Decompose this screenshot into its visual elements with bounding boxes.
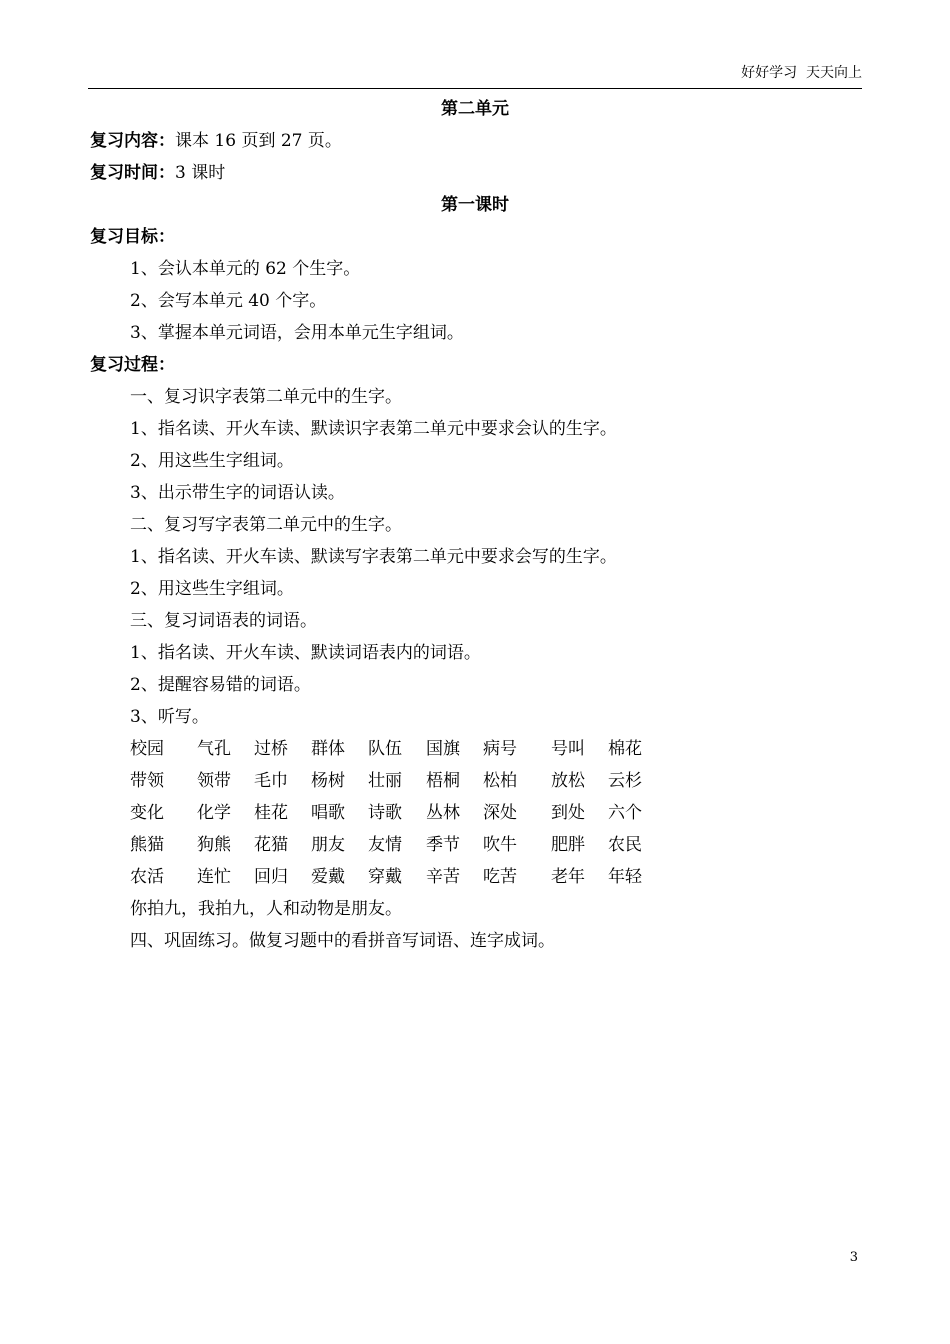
dictation-word: 毛巾: [254, 771, 288, 791]
dictation-word: 号叫: [551, 739, 585, 759]
dictation-word: 病号: [483, 739, 517, 759]
process-line: 三、复习词语表的词语。: [130, 611, 317, 631]
dictation-word: 唱歌: [311, 803, 345, 823]
goal-item: 2、会写本单元 40 个字。: [130, 291, 327, 311]
process-line: 1、指名读、开火车读、默读写字表第二单元中要求会写的生字。: [130, 547, 617, 567]
dictation-word: 爱戴: [311, 867, 345, 887]
review-time-label: 复习时间：: [90, 163, 175, 183]
dictation-word: 狗熊: [197, 835, 231, 855]
dictation-word: 放松: [551, 771, 585, 791]
dictation-word: 到处: [551, 803, 585, 823]
dictation-word: 化学: [197, 803, 231, 823]
process-line: 二、复习写字表第二单元中的生字。: [130, 515, 402, 535]
process-line: 3、听写。: [130, 707, 209, 727]
process-line: 1、指名读、开火车读、默读词语表内的词语。: [130, 643, 481, 663]
dictation-word: 队伍: [368, 739, 402, 759]
review-time: [90, 162, 225, 184]
process-line: 2、用这些生字组词。: [130, 451, 294, 471]
dictation-word: 辛苦: [426, 867, 460, 887]
goals-heading: 复习目标：: [90, 227, 175, 247]
clapping-rhyme: 你拍九，我拍九，人和动物是朋友。: [130, 899, 402, 919]
dictation-word: 吹牛: [483, 835, 517, 855]
page-header: 好好学习 天天向上: [741, 65, 862, 81]
goal-item: 3、掌握本单元词语，会用本单元生字组词。: [130, 323, 464, 343]
process-line: 四、巩固练习。做复习题中的看拼音写词语、连字成词。: [130, 931, 555, 951]
dictation-word: 变化: [130, 803, 164, 823]
dictation-word: 国旗: [426, 739, 460, 759]
dictation-word: 杨树: [311, 771, 345, 791]
dictation-word: 季节: [426, 835, 460, 855]
dictation-word: 带领: [130, 771, 164, 791]
process-line: 1、指名读、开火车读、默读识字表第二单元中要求会认的生字。: [130, 419, 617, 439]
dictation-word: 朋友: [311, 835, 345, 855]
dictation-word: 肥胖: [551, 835, 585, 855]
dictation-word: 回归: [254, 867, 288, 887]
header-rule: [88, 88, 862, 89]
dictation-word: 过桥: [254, 739, 288, 759]
goal-item: 1、会认本单元的 62 个生字。: [130, 259, 361, 279]
process-heading: 复习过程：: [90, 355, 175, 375]
dictation-word: 桂花: [254, 803, 288, 823]
dictation-word: 吃苦: [483, 867, 517, 887]
process-line: 2、提醒容易错的词语。: [130, 675, 311, 695]
dictation-word: 六个: [608, 803, 642, 823]
dictation-word: 诗歌: [368, 803, 402, 823]
page-number: 3: [849, 1250, 858, 1265]
dictation-word: 年轻: [608, 867, 642, 887]
review-content-label: 复习内容：: [90, 131, 175, 151]
dictation-word: 穿戴: [368, 867, 402, 887]
process-line: 一、复习识字表第二单元中的生字。: [130, 387, 402, 407]
dictation-word: 气孔: [197, 739, 231, 759]
lesson-title: 第一课时: [441, 195, 509, 215]
review-time-value: 3 课时: [175, 163, 226, 183]
dictation-word: 深处: [483, 803, 517, 823]
dictation-word: 校园: [130, 739, 164, 759]
dictation-word: 花猫: [254, 835, 288, 855]
dictation-word: 丛林: [426, 803, 460, 823]
review-content: [90, 130, 342, 152]
dictation-word: 熊猫: [130, 835, 164, 855]
dictation-word: 群体: [311, 739, 345, 759]
review-content-value: 课本 16 页到 27 页。: [175, 131, 342, 151]
dictation-word: 老年: [551, 867, 585, 887]
dictation-word: 友情: [368, 835, 402, 855]
unit-title: 第二单元: [441, 99, 509, 119]
dictation-word: 云杉: [608, 771, 642, 791]
dictation-word: 连忙: [197, 867, 231, 887]
dictation-word: 领带: [197, 771, 231, 791]
dictation-word: 农活: [130, 867, 164, 887]
dictation-word: 松柏: [483, 771, 517, 791]
process-line: 2、用这些生字组词。: [130, 579, 294, 599]
process-line: 3、出示带生字的词语认读。: [130, 483, 345, 503]
dictation-word: 棉花: [608, 739, 642, 759]
dictation-word: 农民: [608, 835, 642, 855]
dictation-word: 梧桐: [426, 771, 460, 791]
dictation-word: 壮丽: [368, 771, 402, 791]
